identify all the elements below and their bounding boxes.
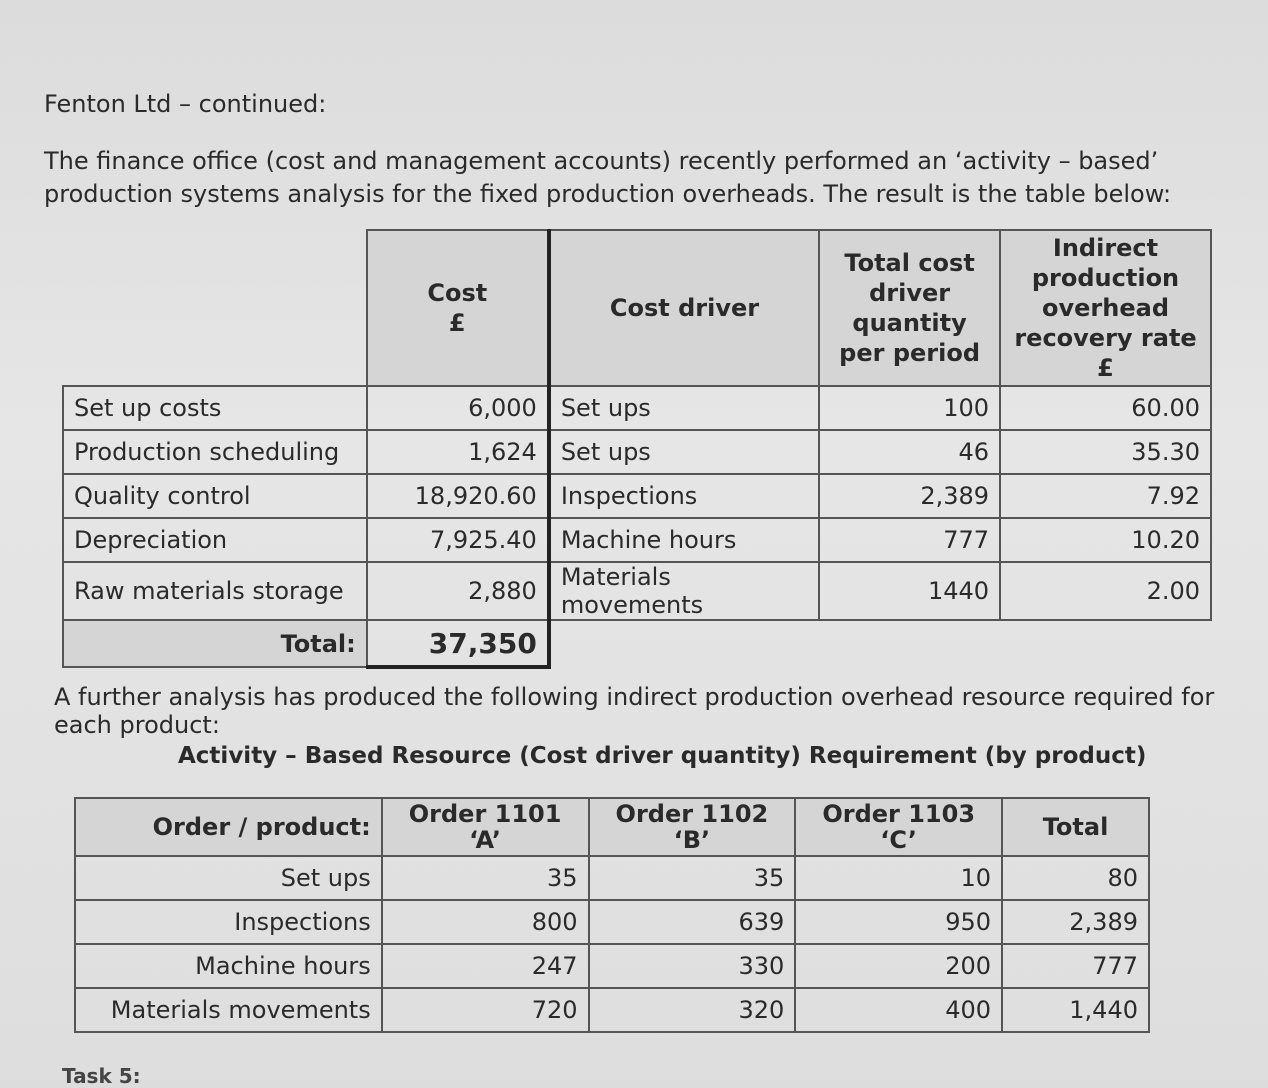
- table-row: [63, 474, 1211, 518]
- order-a-cell: 35: [382, 856, 589, 900]
- driver-cell: Machine hours: [549, 518, 819, 562]
- total-cell: 1,440: [1002, 988, 1149, 1032]
- row-label: Machine hours: [75, 944, 382, 988]
- empty-cell: [1000, 620, 1211, 667]
- quantity-cell: 2,389: [819, 474, 1000, 518]
- table-row: [63, 562, 1211, 620]
- order-a-cell: 720: [382, 988, 589, 1032]
- total-header: Total: [1002, 798, 1149, 856]
- order-c-cell: 400: [795, 988, 1002, 1032]
- table-row: [63, 518, 1211, 562]
- total-value: 37,350: [367, 620, 549, 667]
- row-label: Set ups: [75, 856, 382, 900]
- total-cell: 2,389: [1002, 900, 1149, 944]
- rate-header: Indirect production overhead recovery rate £: [1000, 230, 1211, 386]
- order-c-cell: 950: [795, 900, 1002, 944]
- order-c-cell: 200: [795, 944, 1002, 988]
- rate-cell: 7.92: [1000, 474, 1211, 518]
- cost-driver-header: Cost driver: [549, 230, 819, 386]
- table-row: [75, 856, 1149, 900]
- cost-cell: 7,925.40: [367, 518, 549, 562]
- order-product-header: Order / product:: [75, 798, 382, 856]
- order-b-cell: 320: [589, 988, 796, 1032]
- order-b-cell: 35: [589, 856, 796, 900]
- table2-title: Activity – Based Resource (Cost driver quantity) Requirement (by product): [178, 743, 1147, 769]
- intro-paragraph: The finance office (cost and management accounts) recently performed an ‘activity – based’ production systems analysis for the fixed production overheads. The result is the table below:: [44, 147, 1172, 208]
- overhead-analysis-table: [62, 229, 1212, 669]
- driver-cell: Inspections: [549, 474, 819, 518]
- activity-cell: Raw materials storage: [63, 562, 367, 620]
- quantity-cell: 1440: [819, 562, 1000, 620]
- order-c-cell: 10: [795, 856, 1002, 900]
- table-row: [75, 944, 1149, 988]
- activity-cell: Quality control: [63, 474, 367, 518]
- cost-header: Cost £: [367, 230, 549, 386]
- activity-cell: Production scheduling: [63, 430, 367, 474]
- order-b-cell: 639: [589, 900, 796, 944]
- empty-corner: [63, 230, 367, 386]
- rate-cell: 60.00: [1000, 386, 1211, 430]
- driver-cell: Materials movements: [549, 562, 819, 620]
- table-row: [75, 988, 1149, 1032]
- page-heading: Fenton Ltd – continued:: [44, 90, 327, 118]
- order-b-header: Order 1102 ‘B’: [589, 798, 796, 856]
- total-label: Total:: [63, 620, 367, 667]
- cost-cell: 18,920.60: [367, 474, 549, 518]
- row-label: Materials movements: [75, 988, 382, 1032]
- resource-requirement-table: [74, 797, 1150, 1033]
- quantity-cell: 46: [819, 430, 1000, 474]
- table-row: [63, 430, 1211, 474]
- empty-cell: [549, 620, 819, 667]
- total-cell: 80: [1002, 856, 1149, 900]
- rate-cell: 2.00: [1000, 562, 1211, 620]
- total-row: [63, 620, 1211, 667]
- driver-cell: Set ups: [549, 386, 819, 430]
- row-label: Inspections: [75, 900, 382, 944]
- quantity-cell: 777: [819, 518, 1000, 562]
- rate-cell: 10.20: [1000, 518, 1211, 562]
- quantity-cell: 100: [819, 386, 1000, 430]
- cost-cell: 2,880: [367, 562, 549, 620]
- order-a-cell: 247: [382, 944, 589, 988]
- order-a-cell: 800: [382, 900, 589, 944]
- order-b-cell: 330: [589, 944, 796, 988]
- cost-cell: 1,624: [367, 430, 549, 474]
- rate-cell: 35.30: [1000, 430, 1211, 474]
- order-a-header: Order 1101 ‘A’: [382, 798, 589, 856]
- table-row: [63, 386, 1211, 430]
- cost-cell: 6,000: [367, 386, 549, 430]
- activity-cell: Depreciation: [63, 518, 367, 562]
- empty-cell: [819, 620, 1000, 667]
- driver-cell: Set ups: [549, 430, 819, 474]
- task-label: Task 5:: [62, 1064, 141, 1088]
- table-row: [75, 900, 1149, 944]
- order-c-header: Order 1103 ‘C’: [795, 798, 1002, 856]
- activity-cell: Set up costs: [63, 386, 367, 430]
- total-cell: 777: [1002, 944, 1149, 988]
- quantity-header: Total cost driver quantity per period: [819, 230, 1000, 386]
- further-analysis-paragraph: A further analysis has produced the following indirect production overhead resource required for each product:: [54, 683, 1215, 739]
